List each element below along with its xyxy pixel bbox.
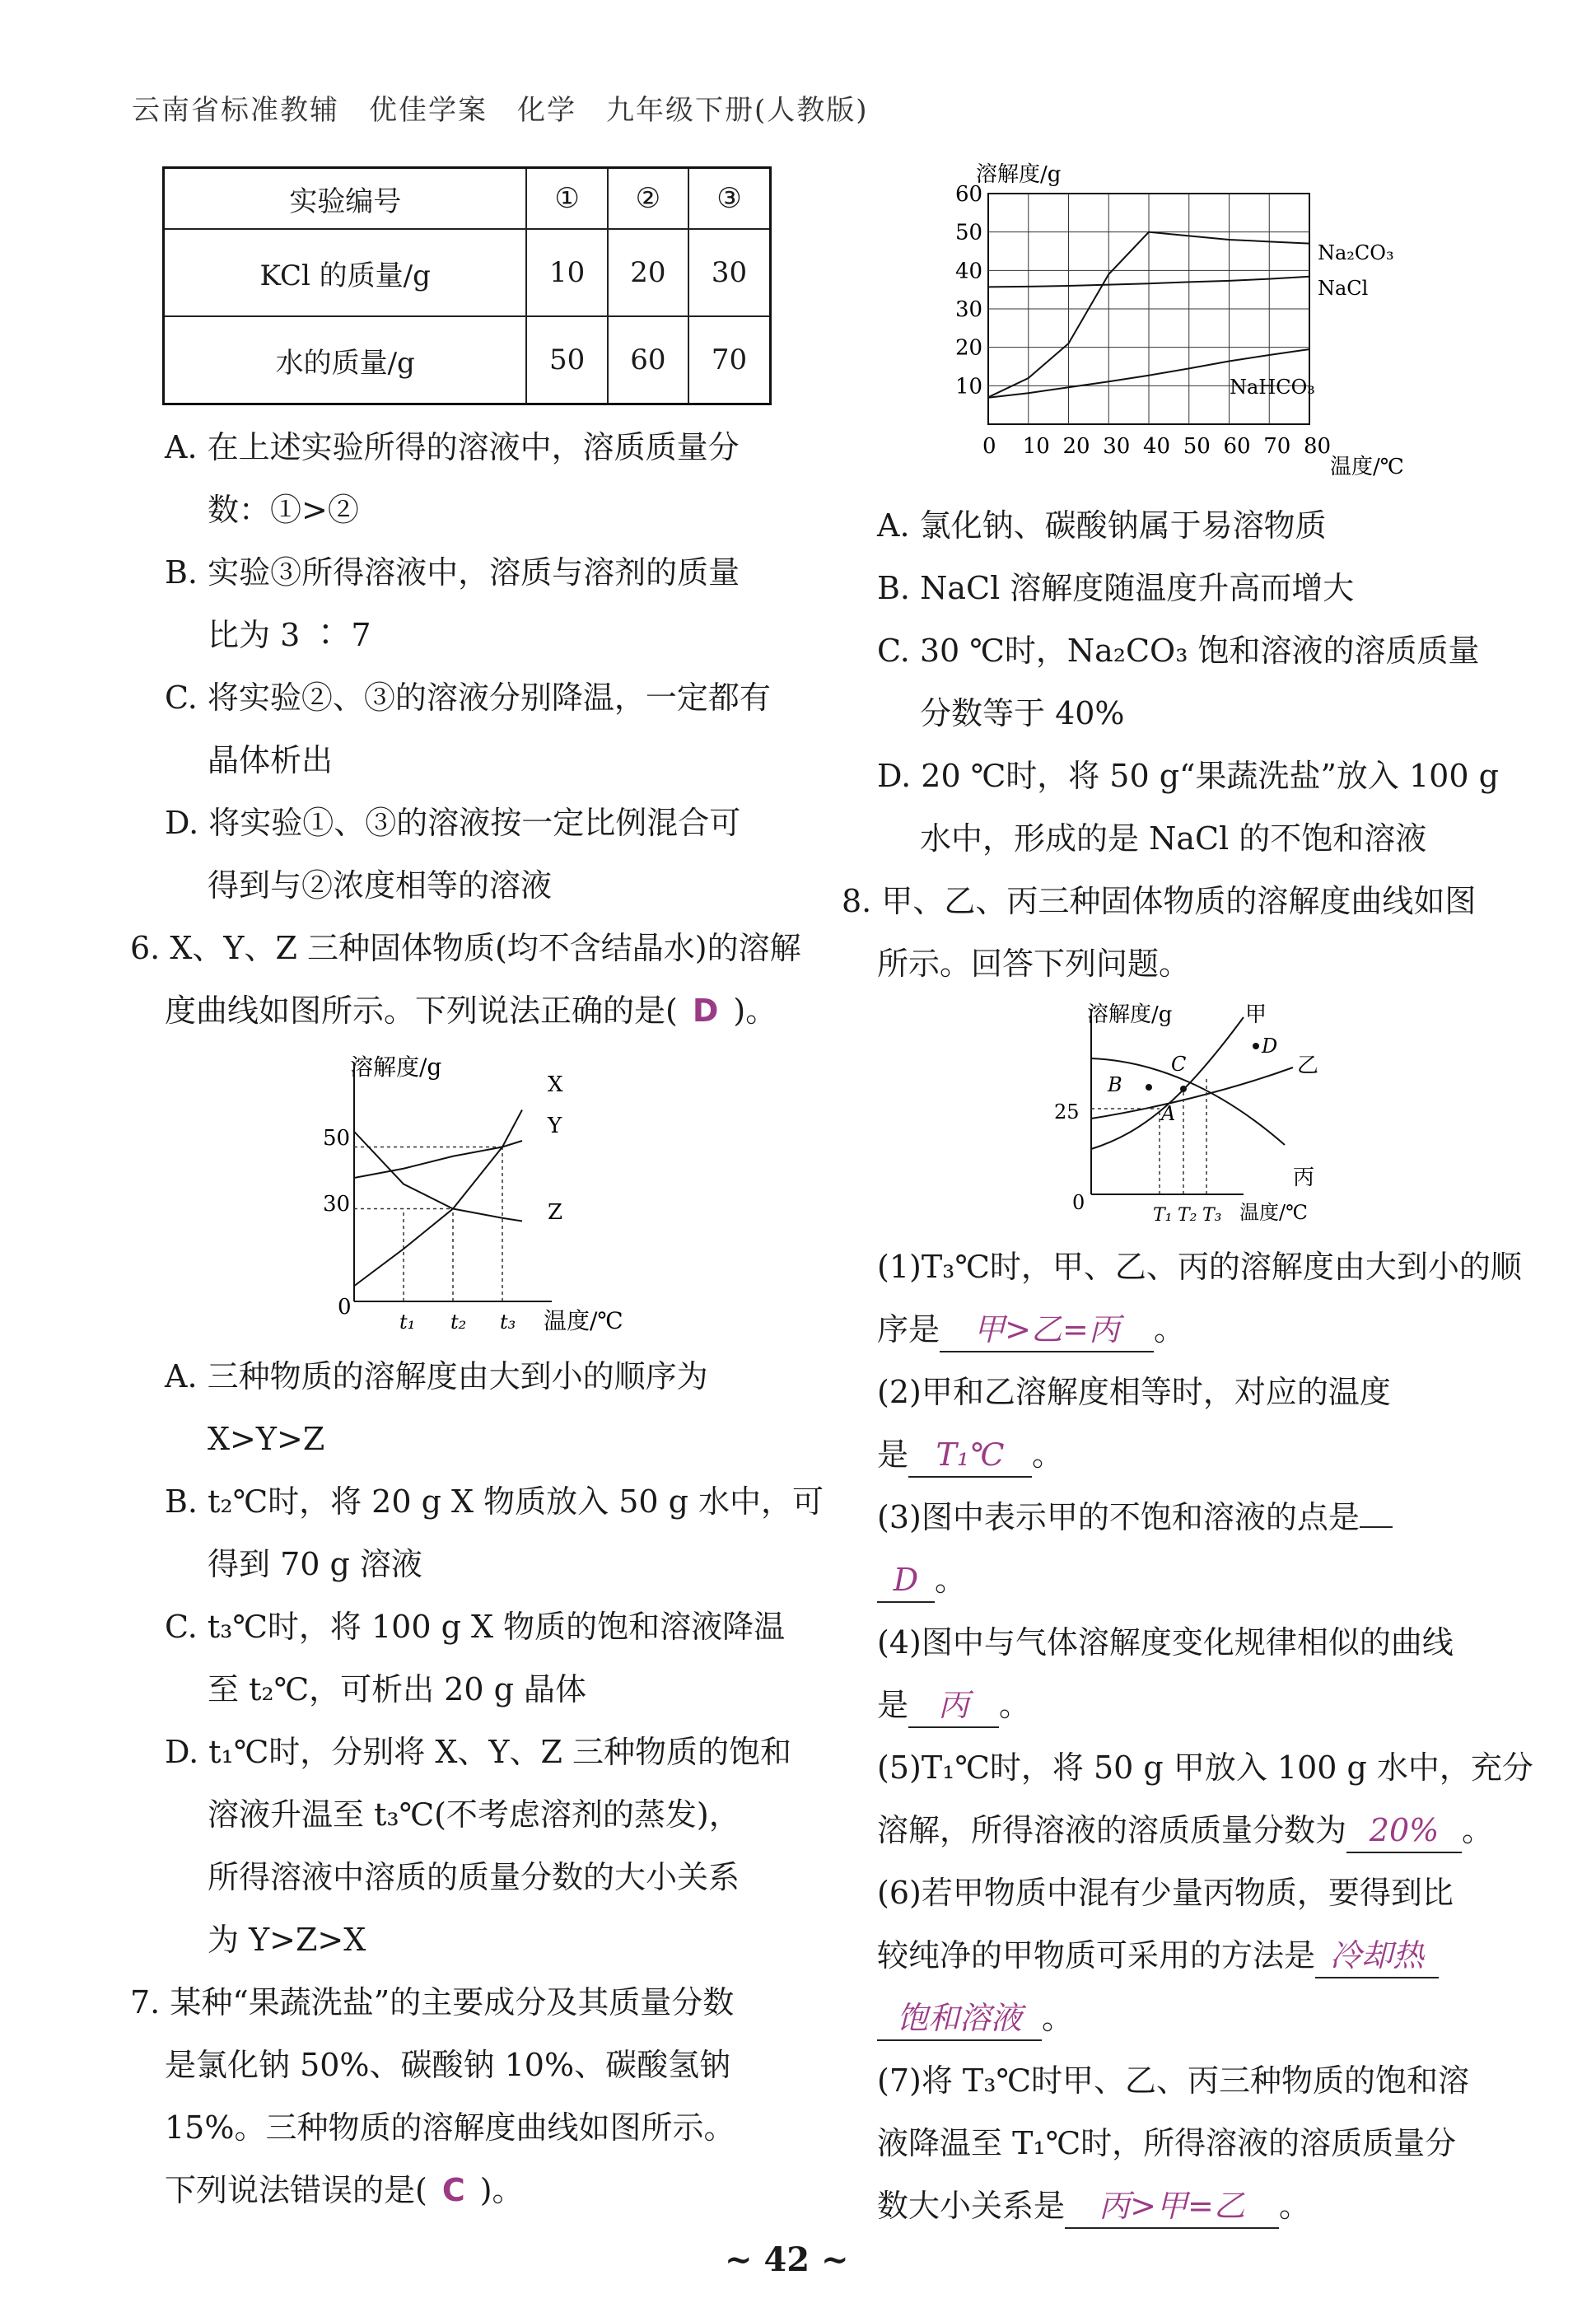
q8-point-dot	[1253, 1043, 1259, 1049]
q8-point-b-label: B	[1108, 1073, 1122, 1096]
q7-option-d-line1: D. 20 ℃时，将 50 g“果蔬洗盐”放入 100 g	[877, 758, 1499, 794]
q8-part1-label: 序是	[877, 1311, 940, 1348]
q8-answer-3-blank	[1360, 1526, 1393, 1528]
q6-stem-end: )。	[733, 993, 777, 1029]
q8-part4-label: 是	[877, 1687, 909, 1723]
q8-part2-label: 是	[877, 1436, 909, 1473]
q7-stem-text: 下列说法错误的是(	[165, 2172, 427, 2208]
q7-xtick-label: 70	[1263, 434, 1291, 459]
q8-part7-line2: 液降温至 T₁℃时，所得溶液的溶质质量分	[877, 2125, 1457, 2161]
q8-period: 。	[935, 1562, 967, 1598]
q6-stem-text: 度曲线如图所示。下列说法正确的是(	[165, 993, 678, 1029]
table-cell: 70	[688, 316, 770, 404]
q6-answer: D	[692, 993, 719, 1029]
q6-ytick-50: 50	[323, 1126, 351, 1151]
q6-xtick-t1: t₁	[399, 1310, 416, 1334]
q8-answer-6b: 饱和溶液	[877, 1997, 1042, 2041]
page-header: 云南省标准教辅 优佳学案 化学 九年级下册(人教版)	[132, 94, 869, 127]
q7-stem-line3: 15%。三种物质的溶解度曲线如图所示。	[165, 2109, 735, 2146]
q8-part6-line2	[877, 1924, 1439, 1987]
q8-stem-line1: 8. 甲、乙、丙三种固体物质的溶解度曲线如图	[842, 883, 1477, 919]
q7-ytick-label: 30	[955, 297, 983, 322]
table-cell: ②	[608, 168, 688, 230]
q6-option-d-line3: 所得溶液中溶质的质量分数的大小关系	[208, 1859, 740, 1895]
q7-xtick-label: 0	[982, 434, 996, 459]
q5-option-a-line2: 数：①>②	[208, 492, 359, 528]
q6-ylabel: 溶解度/g	[350, 1053, 442, 1081]
q6-option-b-line2: 得到 70 g 溶液	[208, 1546, 422, 1582]
q6-origin: 0	[338, 1295, 352, 1320]
q8-part5-line1: (5)T₁℃时，将 50 g 甲放入 100 g 水中，充分	[877, 1749, 1533, 1786]
q6-label-x: X	[548, 1072, 563, 1097]
q7-ytick-label: 20	[955, 335, 983, 361]
q8-part3-line2	[877, 1549, 966, 1611]
table-cell: 50	[526, 316, 607, 404]
table-cell: 10	[526, 229, 607, 316]
q6-stem-line2	[165, 979, 777, 1042]
q7-xtick-label: 40	[1143, 434, 1171, 459]
q6-xtick-t3: t₃	[500, 1310, 516, 1334]
q5-option-d-line2: 得到与②浓度相等的溶液	[208, 867, 553, 904]
q7-ytick-label: 50	[955, 220, 983, 245]
q7-series-label-nacl: NaCl	[1318, 277, 1369, 300]
q7-chart	[926, 156, 1503, 486]
q8-part1-line2	[877, 1298, 1185, 1361]
q7-series-label-nahco3: NaHCO₃	[1230, 376, 1315, 399]
q7-answer: C	[441, 2172, 465, 2208]
q8-part2-line1: (2)甲和乙溶解度相等时，对应的温度	[877, 1374, 1391, 1410]
q6-option-a-line1: A. 三种物质的溶解度由大到小的顺序为	[165, 1358, 708, 1394]
q8-point-dot	[1146, 1084, 1152, 1091]
q8-part4-line1: (4)图中与气体溶解度变化规律相似的曲线	[877, 1624, 1454, 1661]
table-cell: 60	[608, 316, 688, 404]
q6-xtick-t2: t₂	[450, 1310, 467, 1334]
q8-origin: 0	[1072, 1191, 1085, 1214]
q7-ylabel: 溶解度/g	[976, 162, 1062, 187]
q6-label-y: Y	[548, 1114, 562, 1138]
q8-answer-6a: 冷却热	[1315, 1934, 1439, 1978]
q8-answer-4: 丙	[908, 1684, 999, 1728]
q7-xtick-label: 10	[1022, 434, 1050, 459]
q6-xlabel: 温度/℃	[544, 1307, 623, 1334]
q8-period: 。	[999, 1687, 1031, 1723]
q8-period: 。	[1042, 2000, 1074, 2036]
table-cell: ③	[688, 168, 770, 230]
q8-part6-line3	[877, 1987, 1073, 2049]
q6-series-X	[354, 1110, 522, 1287]
q6-option-d-line1: D. t₁℃时，分别将 X、Y、Z 三种物质的饱和	[165, 1734, 791, 1770]
q7-option-d-line2: 水中，形成的是 NaCl 的不饱和溶液	[920, 820, 1427, 857]
q6-option-a-line2: X>Y>Z	[208, 1421, 325, 1457]
q6-stem-line1: 6. X、Y、Z 三种固体物质(均不含结晶水)的溶解	[130, 930, 801, 966]
q8-part7-line1: (7)将 T₃℃时甲、乙、丙三种物质的饱和溶	[877, 2062, 1469, 2099]
q8-answer-2: T₁℃	[908, 1433, 1032, 1478]
q6-ytick-30: 30	[323, 1192, 351, 1217]
q8-point-c-label: C	[1171, 1053, 1187, 1076]
q8-answer-5: 20%	[1346, 1809, 1462, 1853]
page-number: ~ 42 ~	[725, 2240, 849, 2279]
q8-point-a-label: A	[1161, 1102, 1176, 1125]
q8-curve-bing	[1091, 1058, 1285, 1145]
q8-chart	[1054, 997, 1416, 1227]
q6-chart	[305, 1050, 651, 1338]
q8-label-bing: 丙	[1293, 1166, 1315, 1190]
q7-option-c-line2: 分数等于 40%	[920, 695, 1125, 731]
q7-stem-line1: 7. 某种“果蔬洗盐”的主要成分及其质量分数	[130, 1984, 735, 2020]
q6-option-c-line1: C. t₃℃时，将 100 g X 物质的饱和溶液降温	[165, 1609, 786, 1645]
q7-option-b: B. NaCl 溶解度随温度升高而增大	[877, 570, 1355, 606]
q8-period: 。	[1462, 1812, 1494, 1848]
q8-part3-label: (3)图中表示甲的不饱和溶液的点是	[877, 1499, 1360, 1535]
q5-option-b-line1: B. 实验③所得溶液中，溶质与溶剂的质量	[165, 554, 740, 591]
q8-xtick-t3: T₃	[1202, 1205, 1222, 1226]
table-cell: 20	[608, 229, 688, 316]
q7-stem-line2: 是氯化钠 50%、碳酸钠 10%、碳酸氢钠	[165, 2047, 731, 2083]
q7-stem-line4	[165, 2159, 524, 2221]
table-header-row	[164, 168, 771, 230]
q7-series-label-na2co3: Na₂CO₃	[1318, 241, 1394, 264]
kcl-table	[162, 166, 772, 405]
q8-period: 。	[1032, 1436, 1064, 1473]
q7-xtick-label: 80	[1304, 434, 1332, 459]
q8-part7-label: 数大小关系是	[877, 2188, 1066, 2224]
q6-option-b-line1: B. t₂℃时，将 20 g X 物质放入 50 g 水中，可	[165, 1483, 824, 1520]
q6-series-Z	[354, 1132, 522, 1222]
q8-part6-line1: (6)若甲物质中混有少量丙物质，要得到比	[877, 1875, 1454, 1911]
table-cell: 实验编号	[164, 168, 527, 230]
q8-part7-line3	[877, 2175, 1310, 2237]
q7-ytick-label: 60	[955, 182, 983, 207]
q8-part3-line1	[877, 1486, 1393, 1549]
table-row	[164, 229, 771, 316]
q8-part6-label: 较纯净的甲物质可采用的方法是	[877, 1937, 1316, 1974]
q8-answer-1: 甲>乙=丙	[940, 1308, 1154, 1352]
q8-part5-line2	[877, 1799, 1493, 1862]
q7-grid	[955, 182, 1331, 459]
q7-ytick-label: 40	[955, 259, 983, 284]
q8-xtick-t1: T₁	[1153, 1205, 1173, 1226]
q8-answer-3: D	[877, 1558, 935, 1603]
q6-option-d-line2: 溶液升温至 t₃℃(不考虑溶剂的蒸发)，	[208, 1796, 740, 1833]
q8-answer-7: 丙>甲=乙	[1065, 2184, 1279, 2229]
q8-xlabel: 温度/℃	[1239, 1201, 1308, 1224]
q8-label-jia: 甲	[1245, 1002, 1267, 1027]
q6-option-c-line2: 至 t₂℃，可析出 20 g 晶体	[208, 1671, 587, 1707]
q7-xtick-label: 20	[1062, 434, 1090, 459]
q8-point-d-label: D	[1262, 1035, 1278, 1058]
q7-option-c-line1: C. 30 ℃时，Na₂CO₃ 饱和溶液的溶质质量	[877, 633, 1480, 669]
q8-ytick-25: 25	[1054, 1100, 1080, 1123]
q7-xtick-label: 60	[1223, 434, 1251, 459]
table-row	[164, 316, 771, 404]
q5-option-a-line1: A. 在上述实验所得的溶液中，溶质质量分	[165, 429, 740, 465]
q8-ylabel: 溶解度/g	[1087, 1002, 1173, 1027]
table-cell: 30	[688, 229, 770, 316]
q5-option-c-line2: 晶体析出	[208, 742, 334, 778]
q8-period: 。	[1279, 2188, 1311, 2224]
q8-part2-line2	[877, 1423, 1063, 1486]
q8-label-yi: 乙	[1297, 1053, 1319, 1078]
q8-part1-line1: (1)T₃℃时，甲、乙、丙的溶解度由大到小的顺	[877, 1249, 1522, 1285]
q7-option-a: A. 氯化钠、碳酸钠属于易溶物质	[877, 507, 1327, 544]
q5-option-c-line1: C. 将实验②、③的溶液分别降温，一定都有	[165, 680, 771, 716]
q6-option-d-line4: 为 Y>Z>X	[208, 1922, 366, 1958]
q8-period: 。	[1154, 1311, 1186, 1348]
q8-xtick-t2: T₂	[1178, 1205, 1197, 1226]
table-cell: ①	[526, 168, 607, 230]
q7-stem-end: )。	[479, 2172, 524, 2208]
q8-stem-line2: 所示。回答下列问题。	[877, 946, 1191, 982]
q8-part4-line2	[877, 1674, 1030, 1736]
q7-ytick-label: 10	[955, 374, 983, 399]
q8-point-dot	[1180, 1086, 1187, 1092]
table-cell: KCl 的质量/g	[164, 229, 527, 316]
q5-option-d-line1: D. 将实验①、③的溶液按一定比例混合可	[165, 805, 741, 841]
q5-option-b-line2: 比为 3 ∶ 7	[208, 617, 371, 653]
q6-label-z: Z	[548, 1200, 563, 1225]
q6-marks	[354, 1063, 552, 1301]
q7-xlabel: 温度/℃	[1330, 455, 1404, 479]
q7-xtick-label: 30	[1103, 434, 1131, 459]
q7-xtick-label: 50	[1183, 434, 1211, 459]
q8-part5-label: 溶解，所得溶液的溶质质量分数为	[877, 1812, 1347, 1848]
table-cell: 水的质量/g	[164, 316, 527, 404]
